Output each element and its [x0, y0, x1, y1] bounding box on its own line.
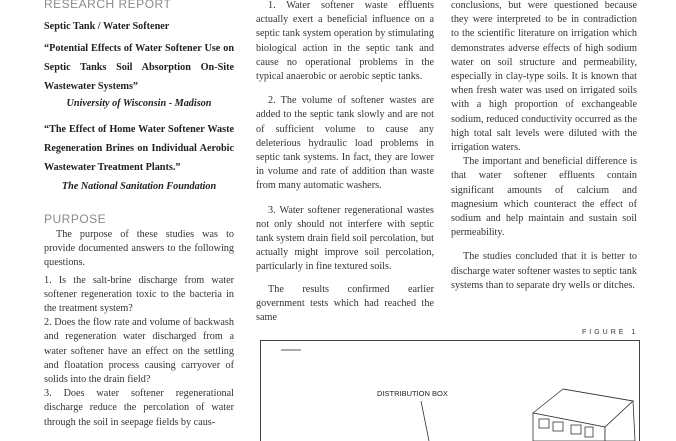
left-column — [44, 0, 234, 430]
research-report-heading: RESEARCH REPORT — [44, 0, 172, 11]
figure-illustration — [261, 341, 639, 441]
finding-1: 1. Water softener waste effluents actually exert a beneficial influence on a septic tank system operation by stimulating biological action in the septic tank and cause no operational problems in the typical anaerobic or aerobic septic tanks. — [256, 0, 434, 83]
figure-caption: DISTRIBUTION BOX — [377, 389, 448, 398]
middle-column — [256, 0, 434, 325]
purpose-intro: The purpose of these studies was to provide documented answers to the following questions. — [44, 229, 234, 269]
finding-3: 3. Water softener regenerational wastes not only should not interfere with septic tank system drain field soil percolation, but actually might improve soil percolation, particularly in fine textured soils. — [256, 204, 434, 273]
question-1: 1. Is the salt-brine discharge from water softener regeneration toxic to the bacteria in the treatment system? — [44, 274, 234, 315]
results-paragraph: The results confirmed earlier government tests which had reached the same — [256, 283, 434, 324]
figure-1 — [260, 340, 640, 441]
study2-source: The National Sanitation Foundation — [61, 180, 217, 192]
study2-title: “The Effect of Home Water Softener Waste Regeneration Brines on Individual Aerobic Wastewater Treatment Plants.” — [44, 123, 234, 173]
house-icon — [533, 389, 635, 441]
right-column — [451, 0, 637, 293]
studies-concluded-paragraph: The studies concluded that it is better to discharge water softener wastes to septic tank systems than to separate dry wells or ditches. — [451, 251, 637, 291]
finding-2: 2. The volume of softener wastes are added to the septic tank slowly and are not of sufficient volume to cause any deleterious hydraulic load problems in septic tank systems. In fact, they are lower in volume and rate of addition than waste from many automatic washers. — [256, 95, 434, 192]
question-2: 2. Does the flow rate and volume of backwash and regeneration water discharged from a water softener have an effect on the settling and floatation process causing carryover of solids into the drain field? — [44, 317, 234, 386]
purpose-heading: PURPOSE — [44, 211, 107, 226]
figure-label: FIGURE 1 — [582, 329, 639, 336]
study1-type: Septic Tank / Water Softener — [44, 21, 170, 33]
study1-source: University of Wisconsin - Madison — [66, 98, 212, 110]
question-3: 3. Does water softener regenerational discharge reduce the percolation of water through the soil in seepage fields by caus- — [44, 388, 234, 428]
study1-title: “Potential Effects of Water Softener Use on Septic Tanks Soil Absorption On-Site Wastewater Systems” — [44, 43, 234, 93]
conclusions-paragraph: conclusions, but were questioned because they were interpreted to be in contradiction to the scientific literature on irrigation which demonstrates adverse effects of high sodium water on soil structure and permeability, especially in clay-type soils. It is known that when fresh water was used on irrigated soils with a high proportion of exchangeable sodium, reduced conductivity occurred as the high total salt levels were diluted with the irrigation waters. — [451, 0, 637, 154]
difference-paragraph: The important and beneficial difference is that water softener effluents contain significant amounts of calcium and magnesium which counteract the effect of sodium and help maintain and sustain soil permeability. — [451, 156, 637, 239]
